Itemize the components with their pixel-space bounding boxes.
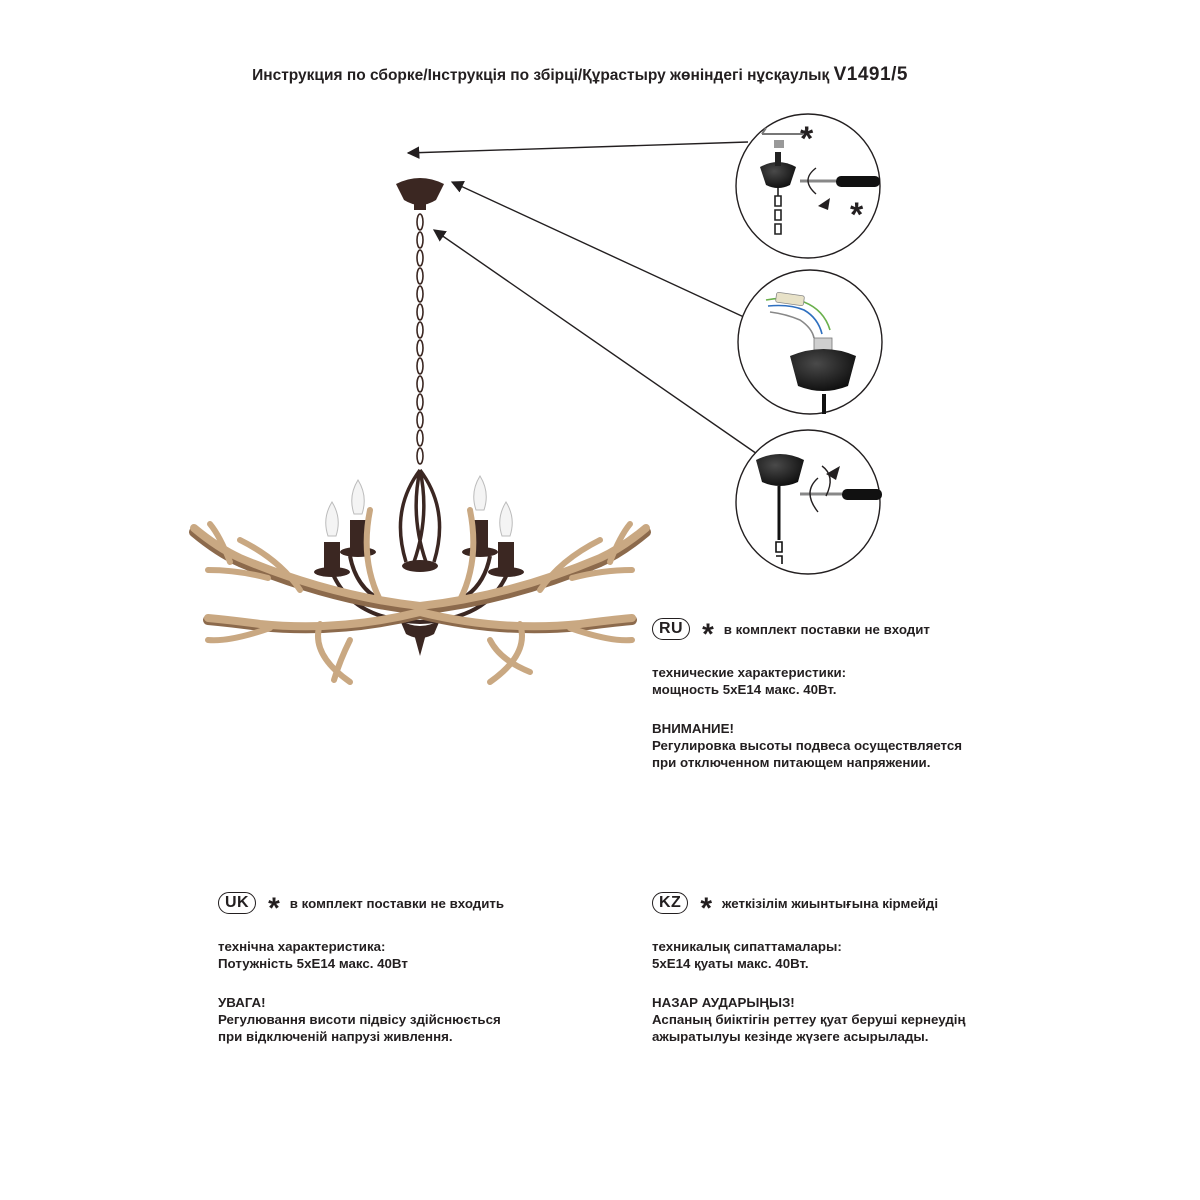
specs-value: 5хE14 қуаты макс. 40Вт. [652, 956, 809, 971]
specs-label: технічна характеристика: [218, 939, 386, 954]
star-icon: * [702, 618, 714, 651]
detail-circle-canopy-screw [736, 430, 882, 574]
warning-text-line-2: ажыратылуы кезінде жүзеге асырылады. [652, 1029, 929, 1044]
warning-label: НАЗАР АУДАРЫҢЫЗ! [652, 995, 795, 1010]
specs-label: технические характеристики: [652, 665, 847, 680]
warning-text-line-1: Регулировка высоты подвеса осуществляется [652, 738, 963, 753]
chandelier-image [194, 178, 646, 682]
warning-text-line-2: при отключенном питающем напряжении. [652, 755, 931, 770]
arrow-to-ceiling-mount [408, 142, 748, 153]
lang-badge-ru: RU [652, 618, 690, 640]
warning-label: УВАГА! [218, 995, 266, 1010]
not-included-note: жеткізілім жиынтығына кірмейді [722, 895, 939, 911]
section-ru [652, 614, 962, 771]
not-included-note: в комплект поставки не входить [289, 895, 505, 911]
arrow-to-canopy [452, 182, 746, 318]
star-mark-bracket: * [800, 120, 814, 158]
section-uk [218, 888, 504, 1045]
warning-text-line-1: Аспаның биіктігін реттеу қуат беруші кернеудің [652, 1012, 966, 1027]
star-icon: * [268, 892, 280, 925]
not-included-note: в комплект поставки не входит [723, 621, 930, 637]
warning-text-line-1: Регулювання висоти підвісу здійснюється [218, 1012, 501, 1027]
star-icon: * [700, 892, 713, 925]
lang-badge-uk: UK [218, 892, 256, 914]
title-text: Инструкция по сборке/Інструкція по збірці/Құрастыру жөніндегі нұсқаулық [252, 67, 830, 84]
warning-label: ВНИМАНИЕ! [652, 721, 734, 736]
lang-badge-kz: KZ [652, 892, 688, 914]
detail-circle-wiring [738, 270, 882, 414]
section-kz [652, 888, 966, 1045]
pointer-arrows [408, 142, 760, 456]
specs-label: техникалық сипаттамалары: [652, 939, 842, 954]
star-mark-screw: * [850, 196, 864, 234]
model-number: V1491/5 [833, 64, 908, 85]
specs-value: Потужність 5хE14 макс. 40Вт [218, 956, 408, 971]
arrow-to-chain-top [434, 230, 760, 456]
specs-value: мощность 5хE14 макс. 40Вт. [652, 682, 837, 697]
warning-text-line-2: при відключеній напрузі живлення. [218, 1029, 453, 1044]
